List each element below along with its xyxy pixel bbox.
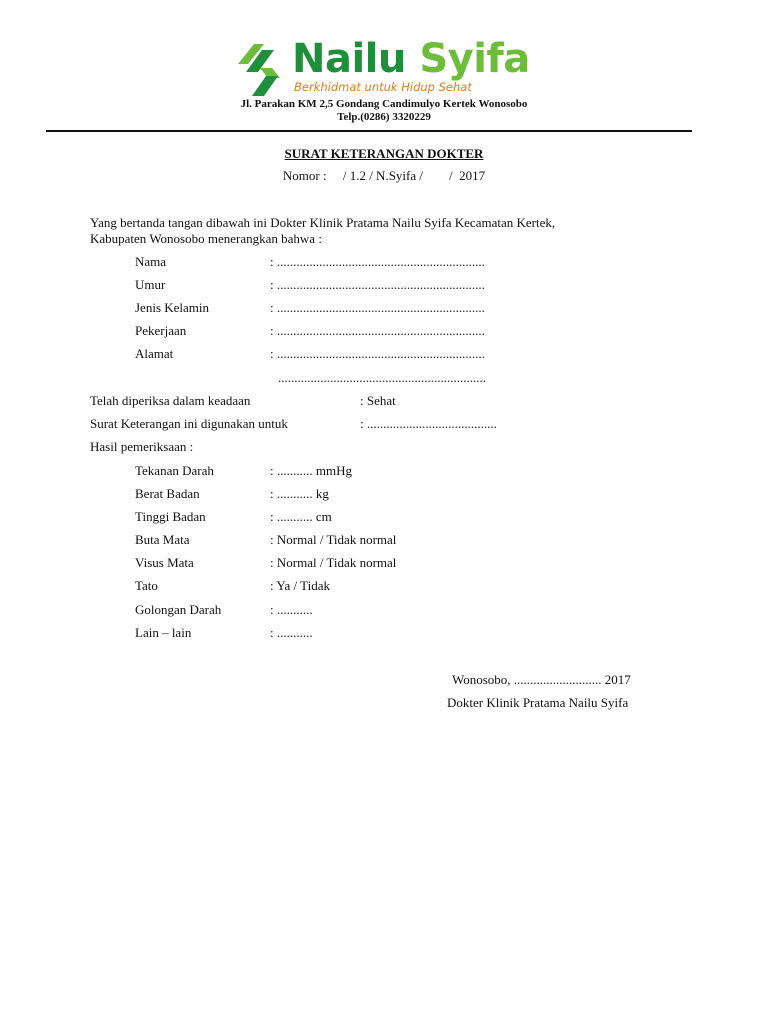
place-date[interactable]: Wonosobo, ........................... 2017 — [452, 672, 631, 687]
result-value-blood-type[interactable]: : ........... — [270, 602, 313, 617]
letter-title: SURAT KETERANGAN DOKTER — [284, 146, 484, 161]
brand-word-2: Syifa — [419, 36, 530, 82]
letter-number: Nomor : / 1.2 / N.Syifa / / 2017 — [282, 168, 486, 183]
intro-line-1: Yang bertanda tangan dibawah ini Dokter Klinik Pratama Nailu Syifa Kecamatan Kertek, — [90, 215, 556, 230]
clinic-address: Jl. Parakan KM 2,5 Gondang Candimulyo Kertek Wonosobo — [240, 98, 528, 110]
identity-value-address[interactable]: : ................................................................ — [270, 346, 485, 361]
clinic-logo — [236, 36, 536, 98]
intro-line-2: Kabupaten Wonosobo menerangkan bahwa : — [90, 231, 322, 246]
identity-label-age: Umur — [135, 277, 166, 292]
brand-tagline: Berkhidmat untuk Hidup Sehat — [294, 80, 472, 94]
result-label-blood-pressure: Tekanan Darah — [135, 463, 214, 478]
result-value-blood-pressure[interactable]: : ........... mmHg — [270, 463, 352, 478]
identity-label-address: Alamat — [135, 346, 174, 361]
results-heading: Hasil pemeriksaan : — [90, 439, 194, 454]
header-divider — [46, 130, 692, 132]
identity-value-address-continued[interactable]: ................................................................ — [278, 370, 486, 385]
result-value-weight[interactable]: : ........... kg — [270, 486, 329, 501]
purpose-label: Surat Keterangan ini digunakan untuk — [90, 416, 288, 431]
identity-label-gender: Jenis Kelamin — [135, 300, 210, 315]
result-label-blood-type: Golongan Darah — [135, 602, 222, 617]
clinic-phone: Telp.(0286) 3320229 — [337, 111, 431, 123]
result-label-visual-acuity: Visus Mata — [135, 555, 194, 570]
result-label-weight: Berat Badan — [135, 486, 200, 501]
result-value-other[interactable]: : ........... — [270, 625, 313, 640]
identity-label-name: Nama — [135, 254, 167, 269]
result-value-visual-acuity[interactable]: : Normal / Tidak normal — [270, 555, 397, 570]
identity-value-gender[interactable]: : ................................................................ — [270, 300, 485, 315]
result-value-tattoo[interactable]: : Ya / Tidak — [270, 578, 330, 593]
identity-value-age[interactable]: : ................................................................ — [270, 277, 485, 292]
signatory: Dokter Klinik Pratama Nailu Syifa — [447, 695, 629, 710]
brand-word-1: Nailu — [292, 36, 406, 82]
result-label-tattoo: Tato — [135, 578, 158, 593]
result-label-other: Lain – lain — [135, 625, 192, 640]
identity-value-occupation[interactable]: : ................................................................ — [270, 323, 485, 338]
purpose-value[interactable]: : ........................................ — [360, 416, 497, 431]
condition-value: : Sehat — [360, 393, 396, 408]
identity-label-occupation: Pekerjaan — [135, 323, 187, 338]
brand-name — [292, 32, 530, 86]
condition-label: Telah diperiksa dalam keadaan — [90, 393, 251, 408]
result-label-height: Tinggi Badan — [135, 509, 206, 524]
result-value-color-blindness[interactable]: : Normal / Tidak normal — [270, 532, 397, 547]
result-value-height[interactable]: : ........... cm — [270, 509, 332, 524]
result-label-color-blindness: Buta Mata — [135, 532, 190, 547]
identity-value-name[interactable]: : ................................................................ — [270, 254, 485, 269]
logo-mark-icon — [236, 42, 286, 98]
